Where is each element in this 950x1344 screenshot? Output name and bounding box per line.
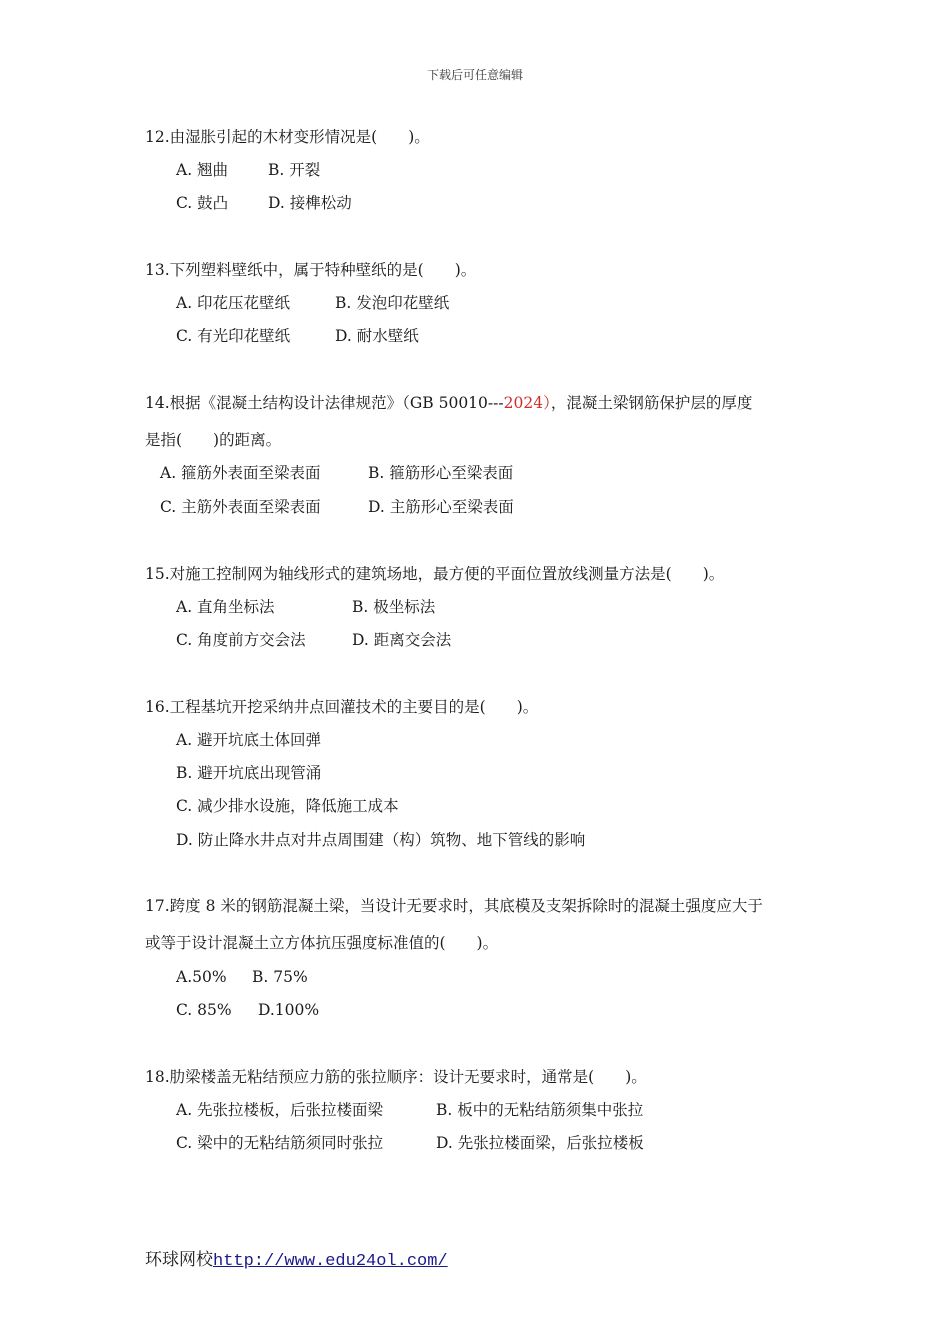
question-12-option-c: C. 鼓凸 [176, 194, 229, 212]
question-16-option-d: D. 防止降水井点对井点周围建（构）筑物、地下管线的影响 [176, 831, 586, 849]
question-12-option-b: B. 开裂 [268, 161, 321, 179]
question-16-option-c: C. 减少排水设施，降低施工成本 [176, 797, 399, 815]
question-16-option-a: A. 避开坑底土体回弹 [176, 731, 322, 749]
question-18-option-c: C. 梁中的无粘结筋须同时张拉 [176, 1134, 384, 1152]
question-14-stem-year: 2024） [503, 394, 551, 412]
question-17-stem-line2: 或等于设计混凝土立方体抗压强度标准值的( )。 [145, 934, 499, 952]
question-14-stem-line2: 是指( )的距离。 [145, 431, 282, 449]
question-14-stem-pre: 14.根据《混凝土结构设计法律规范》（GB 50010--- [145, 394, 504, 412]
question-16-option-b: B. 避开坑底出现管涌 [176, 764, 322, 782]
question-12-stem: 12.由湿胀引起的木材变形情况是( )。 [145, 128, 430, 146]
question-13-option-d: D. 耐水壁纸 [335, 327, 419, 345]
question-18-option-a: A. 先张拉楼板，后张拉楼面梁 [176, 1101, 384, 1119]
question-18-option-d: D. 先张拉楼面梁，后张拉楼板 [436, 1134, 644, 1152]
question-14-option-d: D. 主筋形心至梁表面 [368, 498, 514, 516]
question-12-option-d: D. 接榫松动 [268, 194, 352, 212]
question-17-option-c: C. 85% [176, 1001, 232, 1019]
question-17-stem: 17.跨度 8 米的钢筋混凝土梁，当设计无要求时，其底模及支架拆除时的混凝土强度应大于 [145, 897, 763, 915]
question-14-option-c: C. 主筋外表面至梁表面 [160, 498, 321, 516]
question-13-option-b: B. 发泡印花壁纸 [335, 294, 450, 312]
question-14-stem-post: ，混凝土梁钢筋保护层的厚度 [550, 394, 753, 412]
footer-site-name: 环球网校 [145, 1250, 213, 1270]
question-15-option-b: B. 极坐标法 [352, 598, 436, 616]
header-note: 下载后可任意编辑 [426, 68, 523, 82]
question-15-option-d: D. 距离交会法 [352, 631, 452, 649]
question-15-stem: 15.对施工控制网为轴线形式的建筑场地，最方便的平面位置放线测量方法是( )。 [145, 565, 725, 583]
question-12-option-a: A. 翘曲 [176, 161, 229, 179]
question-16-stem: 16.工程基坑开挖采纳井点回灌技术的主要目的是( )。 [145, 698, 539, 716]
question-18-stem: 18.肋梁楼盖无粘结预应力筋的张拉顺序：设计无要求时，通常是( )。 [145, 1068, 647, 1086]
question-14-option-b: B. 箍筋形心至梁表面 [368, 464, 514, 482]
footer [145, 1245, 448, 1271]
question-17-option-a: A.50% [176, 968, 227, 986]
question-15-option-c: C. 角度前方交会法 [176, 631, 306, 649]
question-15-option-a: A. 直角坐标法 [176, 598, 275, 616]
question-17-option-d: D.100% [258, 1001, 320, 1019]
question-13-option-a: A. 印花压花壁纸 [176, 294, 291, 312]
question-14-stem [145, 393, 752, 413]
question-14-option-a: A. 箍筋外表面至梁表面 [160, 464, 321, 482]
footer-url-link[interactable]: http://www.edu24ol.com/ [213, 1252, 448, 1271]
question-18-option-b: B. 板中的无粘结筋须集中张拉 [436, 1101, 644, 1119]
question-13-stem: 13.下列塑料壁纸中，属于特种壁纸的是( )。 [145, 261, 477, 279]
question-17-option-b: B. 75% [252, 968, 308, 986]
question-13-option-c: C. 有光印花壁纸 [176, 327, 291, 345]
